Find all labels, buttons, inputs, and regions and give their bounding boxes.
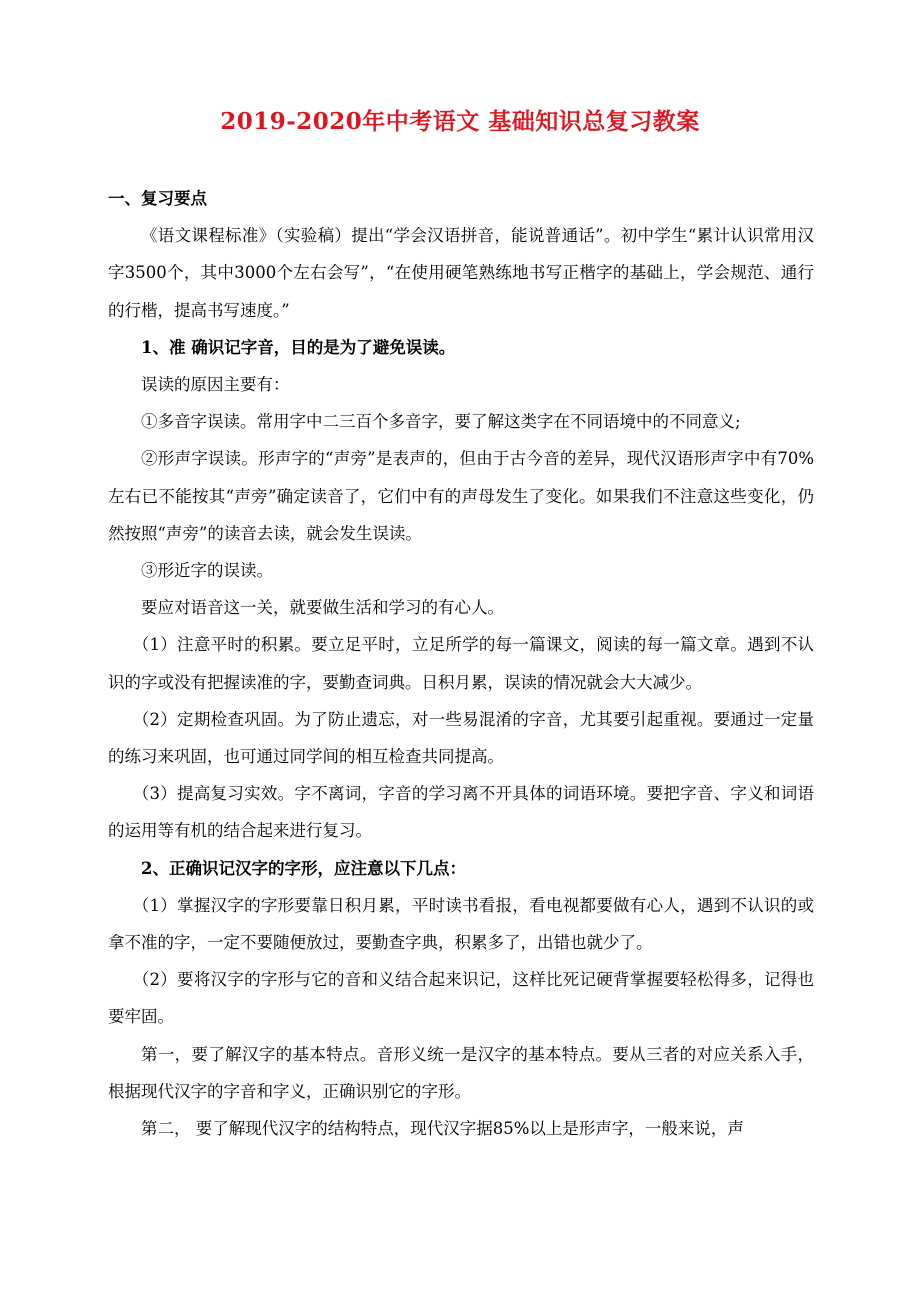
subsection-heading: 1、准 确识记字音，目的是为了避免误读。	[141, 337, 456, 357]
document-body	[108, 180, 814, 1147]
paragraph: ③形近字的误读。	[141, 561, 273, 581]
paragraph: ①多音字误读。常用字中二三百个多音字，要了解这类字在不同语境中的不同意义;	[141, 412, 741, 432]
paragraph: 第二， 要了解现代汉字的结构特点，现代汉字据85%以上是形声字，一般来说，声	[141, 1119, 744, 1139]
paragraph: 要应对语音这一关，就要做生活和学习的有心人。	[141, 598, 504, 618]
paragraph: 误读的原因主要有：	[141, 375, 290, 395]
document-title: 2019-2020年中考语文 基础知识总复习教案	[220, 108, 700, 135]
paragraph: （2）定期检查巩固。为了防止遗忘，对一些易混淆的字音，尤其要引起重视。要通过一定量的练习来巩固，也可通过同学间的相互检查共同提高。	[108, 709, 814, 767]
paragraph: （1）掌握汉字的字形要靠日积月累，平时读书看报，看电视都要做有心人，遇到不认识的或拿不准的字，一定不要随便放过，要勤查字典，积累多了，出错也就少了。	[108, 895, 814, 953]
paragraph: （1）注意平时的积累。要立足平时，立足所学的每一篇课文，阅读的每一篇文章。遇到不认识的字或没有把握读准的字，要勤查词典。日积月累，误读的情况就会大大减少。	[108, 635, 814, 692]
paragraph: 《语文课程标准》（实验稿）提出“学会汉语拼音，能说普通话”。初中学生“累计认识常用汉字3500个，其中3000个左右会写”，“在使用硬笔熟练地书写正楷字的基础上，学会规范、通行的行楷，提高书写速度。”	[108, 226, 814, 320]
paragraph: （2）要将汉字的字形与它的音和义结合起来识记，这样比死记硬背掌握要轻松得多，记得也要牢固。	[108, 970, 814, 1027]
paragraph: ②形声字误读。形声字的“声旁”是表声的，但由于古今音的差异，现代汉语形声字中有70%左右已不能按其“声旁”确定读音了，它们中有的声母发生了变化。如果我们不注意这些变化，仍然按照“声旁”的读音去读，就会发生误读。	[108, 449, 814, 543]
paragraph: （3）提高复习实效。字不离词，字音的学习离不开具体的词语环境。要把字音、字义和词语的运用等有机的结合起来进行复习。	[108, 784, 814, 841]
subsection-heading: 2、正确识记汉字的字形，应注意以下几点：	[141, 858, 466, 878]
section-heading: 一、复习要点	[108, 189, 207, 208]
paragraph: 第一，要了解汉字的基本特点。音形义统一是汉字的基本特点。要从三者的对应关系入手，根据现代汉字的字音和字义，正确识别它的字形。	[108, 1044, 814, 1101]
